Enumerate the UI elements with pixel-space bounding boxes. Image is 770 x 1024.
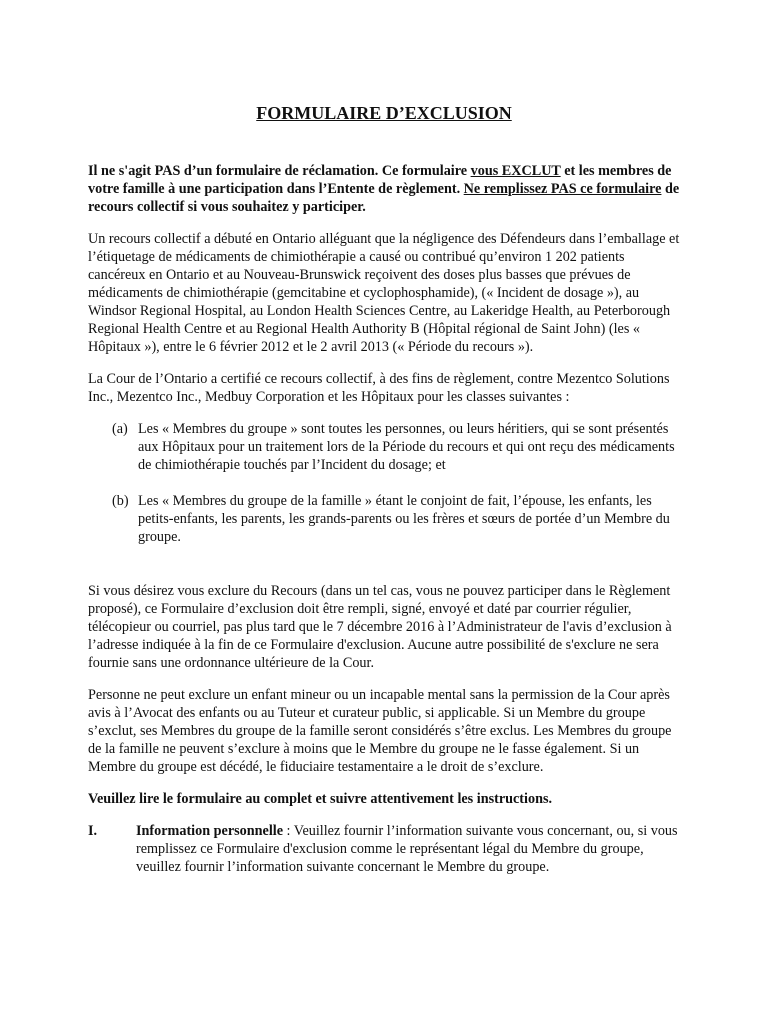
- spacer: [88, 564, 680, 582]
- class-action-description: Un recours collectif a débuté en Ontario alléguant que la négligence des Défendeurs dans l’emballage et l’étiquetage de médicaments de chimiothérapie a causé ou contribué qu’environ 1 202 patients cancéreux en Ontario et au Nouveau-Brunswick reçoivent des doses plus basses que prévues de médicaments de chimiothérapie (gemcitabine et cyclophosphamide), (« Incident de dosage »), au Windsor Regional Hospital, au London Health Sciences Centre, au Lakeridge Health, au Peterborough Regional Health Centre et au Regional Health Authority B (Hôpital régional de Saint John) (les « Hôpitaux »), entre le 6 février 2012 et le 2 avril 2013 (« Période du recours »).: [88, 231, 680, 355]
- warning-text-3: de recours collectif si vous souhaitez y participer.: [88, 181, 680, 215]
- exclusion-deadline-paragraph: Si vous désirez vous exclure du Recours (dans un tel cas, vous ne pouvez participer dans le Règlement proposé), ce Formulaire d’exclusion doit être rempli, signé, envoyé et daté par courrier régulier, télécopieur ou courriel, pas plus tard que le 7 décembre 2016 à l’Administrateur de l'avis d’exclusion à l’adresse indiquée à la fin de ce Formulaire d'exclusion. Aucune autre possibilité de s'exclure ne sera fournie sans une ordonnance ultérieure de la Cour.: [88, 583, 672, 671]
- section-number: I.: [88, 823, 98, 839]
- section-personal-information: [88, 822, 680, 876]
- certification-paragraph: La Cour de l’Ontario a certifié ce recours collectif, à des fins de règlement, contre Mezentco Solutions Inc., Mezentco Inc., Medbuy Corporation et les Hôpitaux pour les classes suivantes :: [88, 371, 670, 405]
- minors-exclusion-paragraph: Personne ne peut exclure un enfant mineur ou un incapable mental sans la permission de la Cour après avis à l’Avocat des enfants ou au Tuteur et curateur public, si applicable. Si un Membre du groupe s’exclut, ses Membres du groupe de la famille seront considérés s’être exclus. Les Membres du groupe de la famille ne peuvent s’exclure à moins que le Membre du groupe ne le fasse également. Si un Membre du groupe est décédé, le fiduciaire testamentaire a le droit de s’exclure.: [88, 687, 672, 775]
- warning-notice: [88, 162, 680, 216]
- section-body: [136, 822, 680, 876]
- document-title: FORMULAIRE D’EXCLUSION: [256, 103, 512, 123]
- list-marker: (a): [112, 421, 128, 437]
- list-marker: (b): [112, 493, 129, 509]
- class-definitions-list: [88, 420, 680, 546]
- document-body: [88, 102, 680, 876]
- section-heading-label: Information personnelle: [136, 823, 283, 839]
- instruction-note: Veuillez lire le formulaire au complet et suivre attentivement les instructions.: [88, 791, 553, 807]
- class-definition-a: [88, 420, 680, 474]
- list-item-text: Les « Membres du groupe » sont toutes les personnes, ou leurs héritiers, qui se sont présentés aux Hôpitaux pour un traitement lors de la Période du recours et qui ont reçu des médicaments de chimiothérapie touchés par l’Incident du dosage; et: [138, 421, 675, 473]
- list-item-text: Les « Membres du groupe de la famille » étant le conjoint de fait, l’épouse, les enfants, les petits-enfants, les parents, les grands-parents ou les frères et sœurs de portée d’un Membre du groupe.: [138, 493, 670, 545]
- warning-underline-exclut: vous EXCLUT: [470, 163, 561, 179]
- warning-underline-ne-remplissez: Ne remplissez PAS ce formulaire: [463, 181, 662, 197]
- warning-text-1: Il ne s'agit PAS d’un formulaire de réclamation. Ce formulaire: [88, 163, 471, 179]
- warning-text-2: et les membres de votre famille à une participation dans l’Entente de règlement.: [88, 163, 672, 197]
- section-text: : Veuillez fournir l’information suivante vous concernant, ou, si vous remplissez ce Formulaire d'exclusion comme le représentant légal du Membre du groupe, veuillez fournir l’information suivante concernant le Membre du groupe.: [136, 823, 678, 875]
- class-definition-b: [88, 492, 680, 546]
